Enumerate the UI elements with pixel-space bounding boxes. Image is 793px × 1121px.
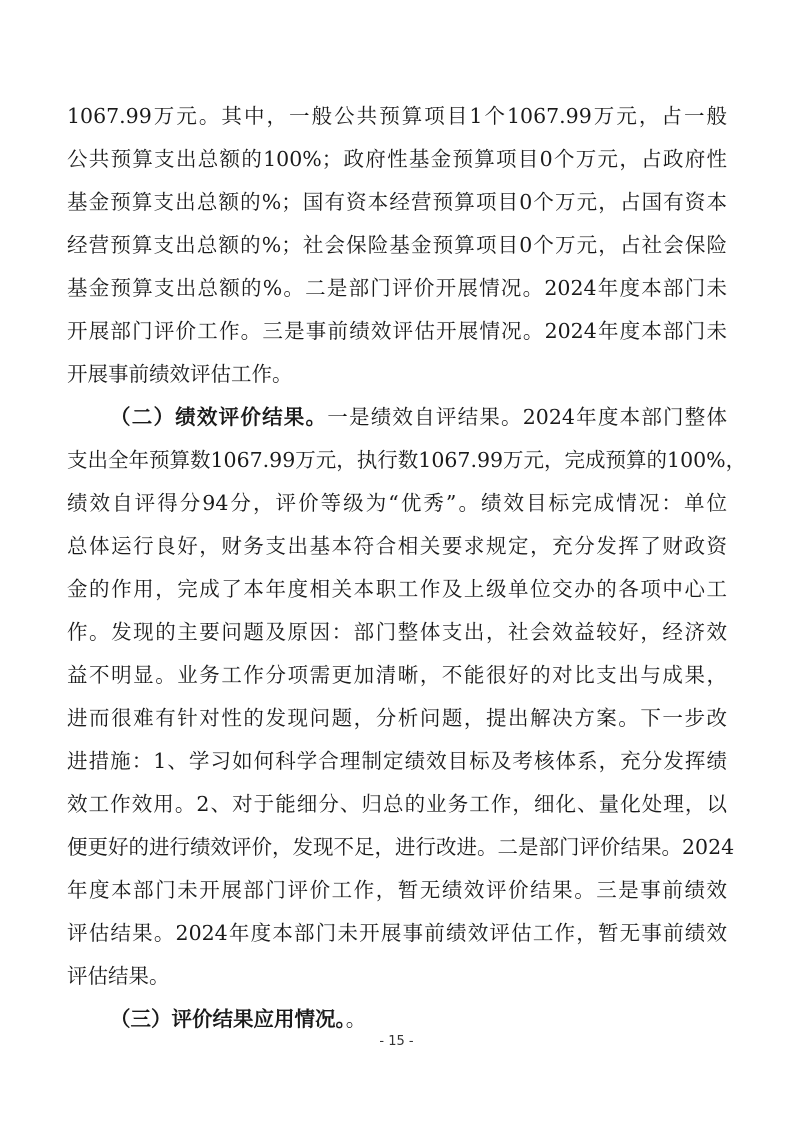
paragraph-line: 便更好的进行绩效评价，发现不足，进行改进。二是部门评价结果。2024 xyxy=(67,835,735,859)
section-heading: （二）绩效评价结果。 xyxy=(110,405,328,429)
paragraph-line: 1067.99万元。其中，一般公共预算项目1个1067.99万元，占一般 xyxy=(67,104,727,128)
paragraph-line: 基金预算支出总额的%。二是部门评价开展情况。2024年度本部门未 xyxy=(67,276,727,300)
paragraph-line: 评估结果。2024年度本部门未开展事前绩效评估工作，暂无事前绩效 xyxy=(67,921,727,945)
paragraph-line: 进措施：1、学习如何科学合理制定绩效目标及考核体系，充分发挥绩 xyxy=(67,749,727,773)
paragraph-line: 绩效自评得分94分，评价等级为“优秀”。绩效目标完成情况：单位 xyxy=(67,491,727,515)
paragraph-line: 支出全年预算数1067.99万元，执行数1067.99万元，完成预算的100%， xyxy=(67,448,747,472)
paragraph-line: 益不明显。业务工作分项需更加清晰，不能很好的对比支出与成果， xyxy=(67,663,727,687)
section-heading-line: （三）评价结果应用情况。。 xyxy=(110,1007,367,1031)
paragraph-line: 公共预算支出总额的100%；政府性基金预算项目0个万元，占政府性 xyxy=(67,147,727,171)
paragraph-line: 金的作用，完成了本年度相关本职工作及上级单位交办的各项中心工 xyxy=(67,577,727,601)
paragraph-line: 评估结果。 xyxy=(67,964,170,988)
paragraph-line: 开展部门评价工作。三是事前绩效评估开展情况。2024年度本部门未 xyxy=(67,319,727,343)
paragraph-line: 进而很难有针对性的发现问题，分析问题，提出解决方案。下一步改 xyxy=(67,706,727,730)
paragraph-line: 经营预算支出总额的%；社会保险基金预算项目0个万元，占社会保险 xyxy=(67,233,727,257)
section-heading-line: （二）绩效评价结果。一是绩效自评结果。2024年度本部门整体 xyxy=(110,405,728,429)
paragraph-line: 效工作效用。2、对于能细分、归总的业务工作，细化、量化处理，以 xyxy=(67,792,727,816)
page-number: - 15 - xyxy=(379,1034,414,1049)
paragraph-line: 基金预算支出总额的%；国有资本经营预算项目0个万元，占国有资本 xyxy=(67,190,727,214)
paragraph-line: 总体运行良好，财务支出基本符合相关要求规定，充分发挥了财政资 xyxy=(67,534,727,558)
paragraph-line: 作。发现的主要问题及原因：部门整体支出，社会效益较好，经济效 xyxy=(67,620,727,644)
section-heading: （三）评价结果应用情况。 xyxy=(110,1007,346,1031)
paragraph-line: 年度本部门未开展部门评价工作，暂无绩效评价结果。三是事前绩效 xyxy=(67,878,727,902)
paragraph-line: 开展事前绩效评估工作。 xyxy=(67,362,293,386)
